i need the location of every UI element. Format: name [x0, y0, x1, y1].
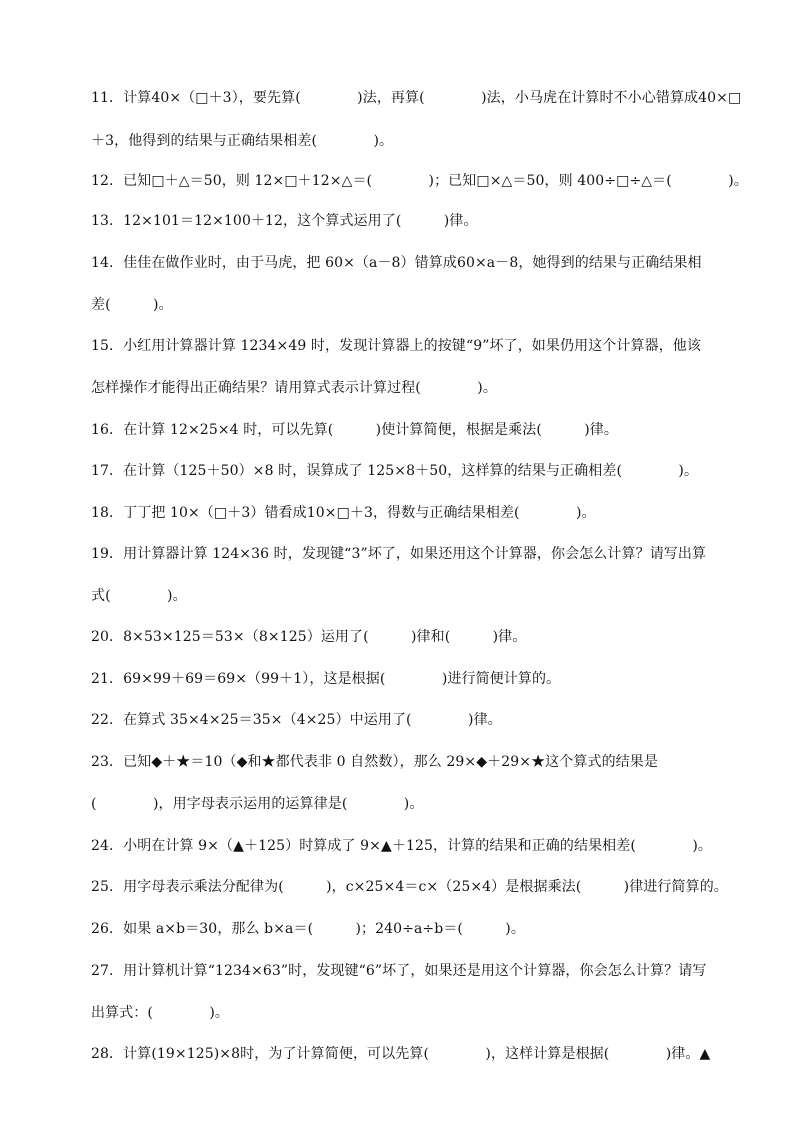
question-11-line-1: 11．计算40×（□＋3），要先算( )法，再算( )法，小马虎在计算时不小心错算成40×□: [91, 90, 742, 106]
question-23-line-1: 23．已知◆＋★＝10（◆和★都代表非 0 自然数），那么 29×◆＋29×★这个算式的结果是: [91, 754, 658, 770]
question-24: 24．小明在计算 9×（▲＋125）时算成了 9×▲＋125，计算的结果和正确的结果相差( )。: [91, 838, 712, 854]
question-27-line-1: 27．用计算机计算“1234×63”时，发现键“6”坏了，如果还是用这个计算器，你会怎么计算？请写: [91, 963, 707, 979]
question-28: 28．计算(19×125)×8时，为了计算简便，可以先算( )，这样计算是根据( )律。▲: [91, 1046, 711, 1062]
question-27-line-2: 出算式：( )。: [91, 1005, 230, 1021]
question-15-line-2: 怎样操作才能得出正确结果？请用算式表示计算过程( )。: [91, 380, 497, 396]
question-26: 26．如果 a×b＝30，那么 b×a＝( )；240÷a÷b＝( )。: [91, 921, 525, 937]
question-18: 18．丁丁把 10×（□＋3）错看成10×□＋3，得数与正确结果相差( )。: [91, 505, 596, 521]
question-20: 20．8×53×125＝53×（8×125）运用了( )律和( )律。: [91, 629, 527, 645]
question-16: 16．在计算 12×25×4 时，可以先算( )使计算简便，根据是乘法( )律。: [91, 422, 618, 438]
question-14-line-1: 14．佳佳在做作业时，由于马虎，把 60×（a－8）错算成60×a－8，她得到的结果与正确结果相: [91, 255, 702, 271]
question-15-line-1: 15．小红用计算器计算 1234×49 时，发现计算器上的按键“9”坏了，如果仍用这个计算器，他该: [91, 338, 702, 354]
question-14-line-2: 差( )。: [91, 297, 173, 313]
question-23-line-2: ( )，用字母表示运用的运算律是( )。: [91, 796, 424, 812]
question-19-line-2: 式( )。: [91, 588, 187, 604]
question-22: 22．在算式 35×4×25＝35×（4×25）中运用了( )律。: [91, 712, 502, 728]
question-19-line-1: 19．用计算器计算 124×36 时，发现键“3”坏了，如果还用这个计算器，你会怎么计算？请写出算: [91, 546, 707, 562]
question-13: 13．12×101＝12×100＋12，这个算式运用了( )律。: [91, 213, 478, 229]
question-21: 21．69×99＋69＝69×（99＋1），这是根据( )进行简便计算的。: [91, 671, 561, 687]
question-12: 12．已知□＋△＝50，则 12×□＋12×△＝( )；已知□×△＝50，则 400÷□÷△＝( )。: [91, 173, 748, 189]
question-17: 17．在计算（125＋50）×8 时，误算成了 125×8＋50，这样算的结果与正确相差( )。: [91, 463, 699, 479]
question-11-line-2: ＋3，他得到的结果与正确结果相差( )。: [91, 133, 394, 149]
question-25: 25．用字母表示乘法分配律为( )，c×25×4＝c×（25×4）是根据乘法( )律进行简算的。: [91, 879, 728, 895]
